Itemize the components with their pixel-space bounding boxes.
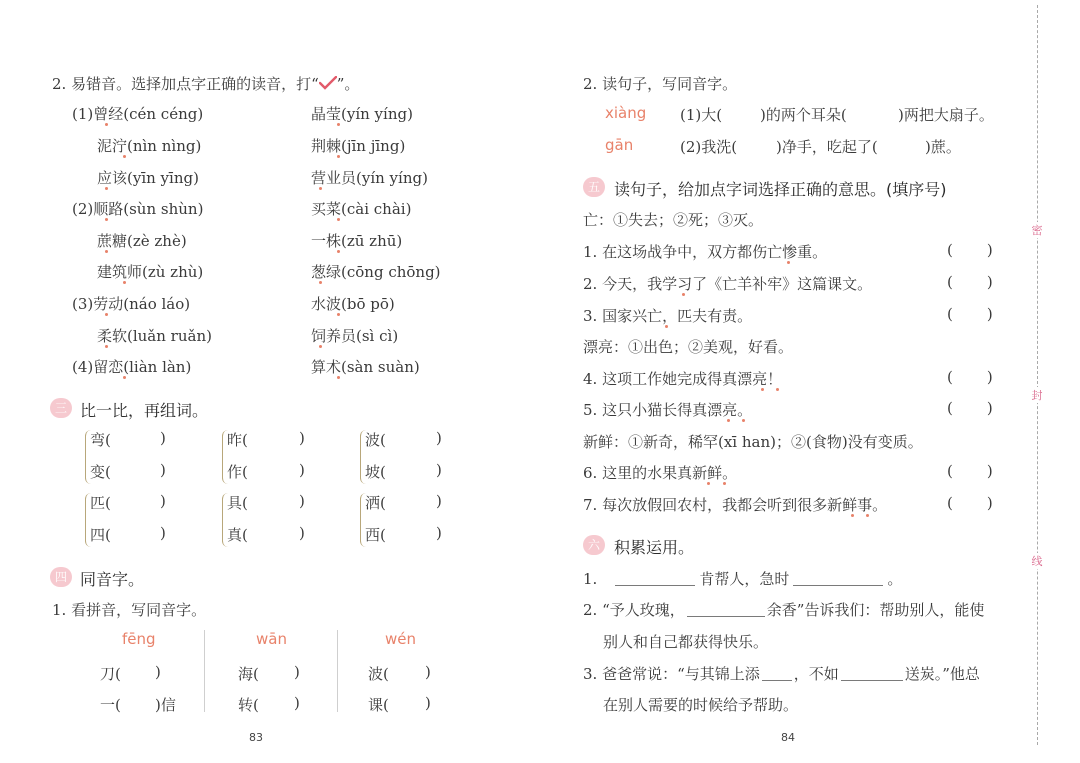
close-paren: ) bbox=[299, 461, 305, 479]
homophone-blank[interactable]: 海( bbox=[238, 665, 259, 683]
section-badge: 四 bbox=[50, 567, 72, 587]
emphasis-dot bbox=[105, 123, 108, 126]
pron-item[interactable]: 营业员(yín yíng) bbox=[311, 169, 428, 187]
emphasis-dot bbox=[337, 123, 340, 126]
pron-item[interactable]: 晶莹(yín yíng) bbox=[311, 105, 413, 123]
word-blank[interactable]: 洒( bbox=[365, 494, 386, 512]
question-item: 7. 每次放假回农村，我都会听到很多新鲜事。 bbox=[583, 496, 888, 514]
binding-label: 密 bbox=[1031, 224, 1043, 237]
emphasis-dot bbox=[665, 325, 668, 328]
column-divider bbox=[204, 630, 205, 712]
pron-item[interactable]: 荆棘(jīn jīng) bbox=[311, 137, 406, 155]
word-blank[interactable]: 昨( bbox=[227, 431, 248, 449]
section-badge: 三 bbox=[50, 398, 72, 418]
question-item: 6. 这里的水果真新鲜。 bbox=[583, 464, 738, 482]
homophone-blank[interactable]: 转( bbox=[238, 696, 259, 714]
sentence-part: )蔗。 bbox=[925, 138, 961, 156]
section-title: 同音字。 bbox=[80, 570, 145, 589]
section-title: 读句子，给加点字词选择正确的意思。(填序号) bbox=[614, 180, 947, 199]
binding-label: 封 bbox=[1031, 389, 1043, 402]
pron-item[interactable]: 算术(sàn suàn) bbox=[311, 358, 420, 376]
close-paren: ) bbox=[299, 492, 305, 510]
pron-item[interactable]: (4)留恋(liàn làn) bbox=[72, 358, 192, 376]
pron-item[interactable]: (1)曾经(cén céng) bbox=[72, 105, 204, 123]
pron-item[interactable]: (2)顺路(sùn shùn) bbox=[72, 200, 204, 218]
emphasis-dot bbox=[727, 419, 730, 422]
answer-blank[interactable]: ( ) bbox=[947, 368, 993, 386]
answer-blank[interactable]: ( ) bbox=[947, 494, 993, 512]
q2-title: 2. 读句子，写同音字。 bbox=[583, 75, 738, 93]
pron-item[interactable]: 买菜(cài chài) bbox=[311, 200, 412, 218]
emphasis-dot bbox=[776, 388, 779, 391]
section-badge: 五 bbox=[583, 177, 605, 197]
binding-label: 线 bbox=[1031, 555, 1043, 568]
answer-blank[interactable]: ( ) bbox=[947, 399, 993, 417]
section-title: 比一比，再组词。 bbox=[80, 401, 209, 420]
close-paren: ) bbox=[160, 524, 166, 542]
word-blank[interactable]: 波( bbox=[365, 431, 386, 449]
answer-blank[interactable] bbox=[793, 571, 883, 586]
emphasis-dot bbox=[123, 281, 126, 284]
emphasis-dot bbox=[787, 261, 790, 264]
definition: 漂亮：①出色；②美观，好看。 bbox=[583, 338, 794, 356]
close-paren: ) bbox=[299, 524, 305, 542]
question-item: 5. 这只小猫长得真漂亮。 bbox=[583, 401, 753, 419]
close-paren: ) bbox=[436, 429, 442, 447]
fill-line: 2. “予人玫瑰， 余香”告诉我们：帮助别人，能使 bbox=[583, 601, 985, 619]
pron-item[interactable]: 蔗糖(zè zhè) bbox=[97, 232, 187, 250]
emphasis-dot bbox=[337, 250, 340, 253]
emphasis-dot bbox=[337, 218, 340, 221]
answer-blank[interactable]: ( ) bbox=[947, 305, 993, 323]
emphasis-dot bbox=[105, 345, 108, 348]
pron-item[interactable]: 泥泞(nìn nìng) bbox=[97, 137, 202, 155]
close-paren: ) bbox=[294, 663, 300, 681]
answer-blank[interactable]: ( ) bbox=[947, 462, 993, 480]
sentence-part: )净手，吃起了( bbox=[776, 138, 878, 156]
question-item: 4. 这项工作她完成得真漂亮！ bbox=[583, 370, 783, 388]
word-blank[interactable]: 弯( bbox=[90, 431, 111, 449]
word-blank[interactable]: 匹( bbox=[90, 494, 111, 512]
close-paren: ) bbox=[436, 524, 442, 542]
checkmark-icon bbox=[319, 76, 337, 90]
close-paren: ) bbox=[436, 492, 442, 510]
emphasis-dot bbox=[319, 345, 322, 348]
homophone-blank[interactable]: 波( bbox=[368, 665, 389, 683]
pron-item[interactable]: 建筑师(zù zhù) bbox=[97, 263, 204, 281]
answer-blank[interactable] bbox=[762, 666, 792, 681]
emphasis-dot bbox=[337, 376, 340, 379]
close-paren: ) bbox=[155, 663, 161, 681]
emphasis-dot bbox=[105, 218, 108, 221]
homophone-blank[interactable]: 课( bbox=[368, 696, 389, 714]
column-divider bbox=[337, 630, 338, 712]
close-paren: ) bbox=[299, 429, 305, 447]
pron-item[interactable]: 葱绿(cōng chōng) bbox=[311, 263, 441, 281]
question-item: 3. 国家兴亡，匹夫有责。 bbox=[583, 307, 753, 325]
pron-item[interactable]: 饲养员(sì cì) bbox=[311, 327, 399, 345]
section-badge: 六 bbox=[583, 535, 605, 555]
sentence-part[interactable]: (1)大( bbox=[680, 106, 723, 124]
emphasis-dot bbox=[337, 313, 340, 316]
emphasis-dot bbox=[723, 482, 726, 485]
question-item: 2. 今天，我学习了《亡羊补牢》这篇课文。 bbox=[583, 275, 873, 293]
emphasis-dot bbox=[851, 514, 854, 517]
close-paren: ) bbox=[160, 492, 166, 510]
word-blank[interactable]: 具( bbox=[227, 494, 248, 512]
question-text: 1. 看拼音，写同音字。 bbox=[52, 601, 207, 619]
word-blank[interactable]: 变( bbox=[90, 463, 111, 481]
pron-item[interactable]: 应该(yīn yīng) bbox=[97, 169, 199, 187]
answer-blank[interactable] bbox=[687, 602, 765, 617]
sentence-part: )两把大扇子。 bbox=[898, 106, 994, 124]
close-paren: ) bbox=[160, 429, 166, 447]
pron-item[interactable]: 柔软(luǎn ruǎn) bbox=[97, 327, 212, 345]
homophone-blank[interactable]: 一( bbox=[100, 696, 121, 714]
answer-blank[interactable] bbox=[615, 571, 695, 586]
pinyin-label: xiàng bbox=[605, 104, 647, 122]
emphasis-dot bbox=[682, 293, 685, 296]
answer-blank[interactable]: ( ) bbox=[947, 273, 993, 291]
page-number: 84 bbox=[781, 731, 795, 744]
close-paren: ) bbox=[160, 461, 166, 479]
text-line: 在别人需要的时候给予帮助。 bbox=[603, 696, 799, 714]
emphasis-dot bbox=[319, 187, 322, 190]
definition: 新鲜：①新奇，稀罕(xī han)；②(食物)没有变质。 bbox=[583, 433, 923, 451]
binding-dashed-line bbox=[1037, 5, 1038, 745]
pinyin-label: gān bbox=[605, 136, 634, 154]
close-paren: ) bbox=[436, 461, 442, 479]
text-after: )信 bbox=[155, 696, 176, 714]
right-page bbox=[540, 0, 1080, 763]
pron-item[interactable]: (3)劳动(náo láo) bbox=[72, 295, 191, 313]
q2-title: 2. 易错音。选择加点字正确的读音，打“ ”。 bbox=[52, 75, 360, 93]
emphasis-dot bbox=[123, 155, 126, 158]
emphasis-dot bbox=[319, 281, 322, 284]
emphasis-dot bbox=[742, 419, 745, 422]
emphasis-dot bbox=[105, 250, 108, 253]
pron-item[interactable]: 一株(zū zhū) bbox=[311, 232, 403, 250]
definition: 亡：①失去；②死；③灭。 bbox=[583, 211, 764, 229]
emphasis-dot bbox=[105, 187, 108, 190]
emphasis-dot bbox=[761, 388, 764, 391]
close-paren: ) bbox=[294, 694, 300, 712]
homophone-blank[interactable]: 刀( bbox=[100, 665, 121, 683]
pron-item[interactable]: 水波(bō pō) bbox=[311, 295, 395, 313]
pinyin-label: wén bbox=[385, 630, 417, 648]
text-line: 别人和自己都获得快乐。 bbox=[603, 633, 769, 651]
close-paren: ) bbox=[425, 694, 431, 712]
emphasis-dot bbox=[707, 482, 710, 485]
emphasis-dot bbox=[866, 514, 869, 517]
answer-blank[interactable]: ( ) bbox=[947, 241, 993, 259]
close-paren: ) bbox=[425, 663, 431, 681]
word-blank[interactable]: 四( bbox=[90, 526, 111, 544]
question-item: 1. 在这场战争中，双方都伤亡惨重。 bbox=[583, 243, 828, 261]
word-blank[interactable]: 坡( bbox=[365, 463, 386, 481]
emphasis-dot bbox=[337, 155, 340, 158]
pinyin-label: fēng bbox=[122, 630, 156, 648]
emphasis-dot bbox=[105, 313, 108, 316]
word-blank[interactable]: 真( bbox=[227, 526, 248, 544]
section-title: 积累运用。 bbox=[614, 538, 695, 557]
emphasis-dot bbox=[123, 376, 126, 379]
pinyin-label: wān bbox=[256, 630, 287, 648]
word-blank[interactable]: 西( bbox=[365, 526, 386, 544]
answer-blank[interactable] bbox=[841, 666, 903, 681]
sentence-part[interactable]: (2)我洗( bbox=[680, 138, 738, 156]
word-blank[interactable]: 作( bbox=[227, 463, 248, 481]
fill-line: 3. 爸爸常说：“与其锦上添 ，不如 送炭。”他总 bbox=[583, 665, 980, 683]
page-number: 83 bbox=[249, 731, 263, 744]
sentence-part: )的两个耳朵( bbox=[760, 106, 847, 124]
fill-line: 1. 肯帮人，急时 。 bbox=[583, 570, 903, 588]
